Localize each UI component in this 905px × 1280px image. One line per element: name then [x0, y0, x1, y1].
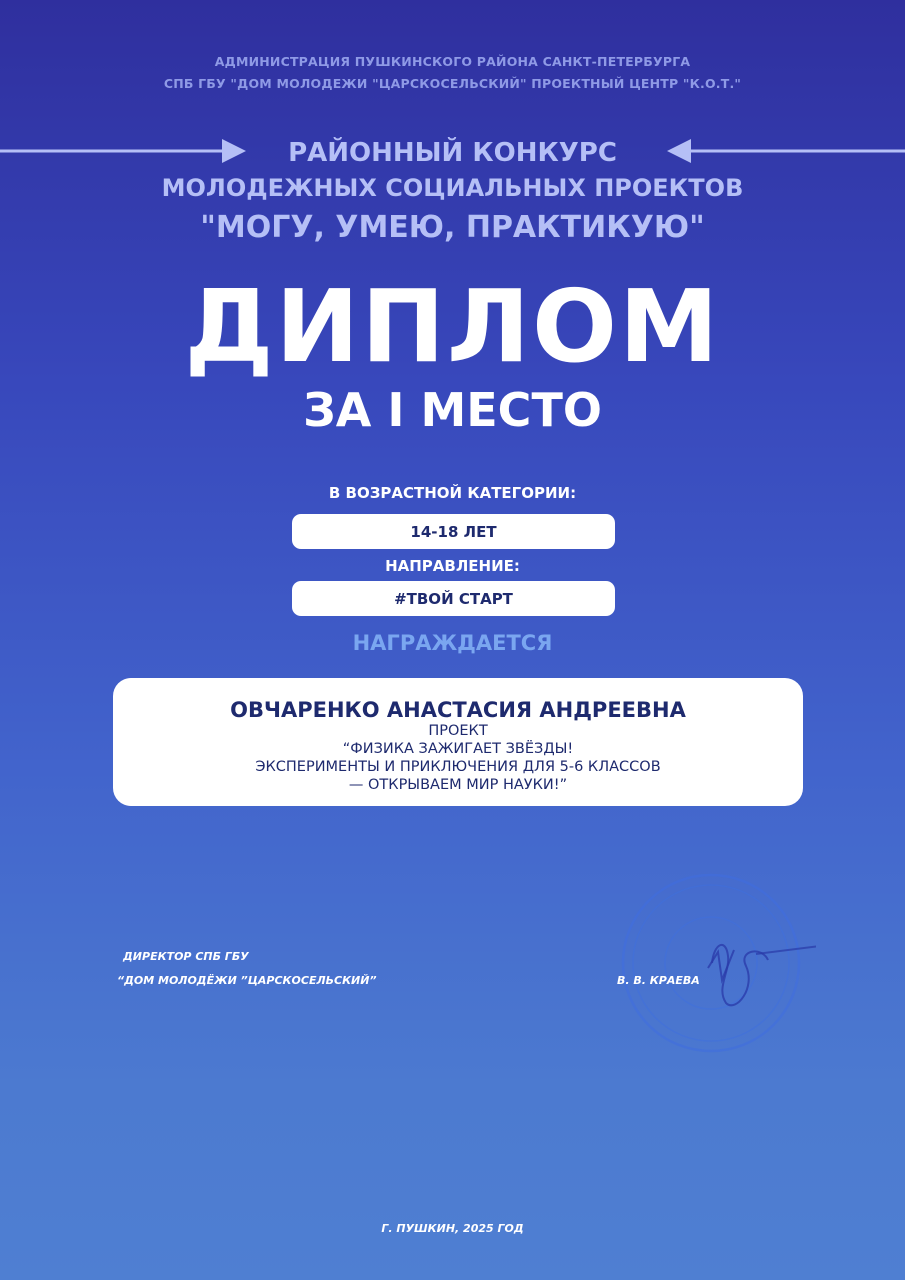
project-label: ПРОЕКТ — [428, 723, 488, 739]
footer-place-year: Г. ПУШКИН, 2025 ГОД — [381, 1222, 524, 1235]
signer-position-line-2: “ДОМ МОЛОДЁЖИ ”ЦАРСКОСЕЛЬСКИЙ” — [117, 974, 377, 987]
org-line-1: АДМИНИСТРАЦИЯ ПУШКИНСКОГО РАЙОНА САНКТ-ПЕТЕРБУРГА — [214, 54, 691, 69]
signer-position-line-1: ДИРЕКТОР СПБ ГБУ — [123, 950, 249, 963]
project-line-3: — ОТКРЫВАЕМ МИР НАУКИ!” — [348, 777, 568, 793]
diploma-title: ДИПЛОМ — [184, 268, 721, 385]
category-value: 14-18 ЛЕТ — [292, 514, 615, 549]
project-line-1: “ФИЗИКА ЗАЖИГАЕТ ЗВЁЗДЫ! — [342, 741, 574, 757]
org-line-2: СПБ ГБУ "ДОМ МОЛОДЕЖИ "ЦАРСКОСЕЛЬСКИЙ" ПРОЕКТНЫЙ ЦЕНТР "К.О.Т." — [163, 76, 742, 91]
recipient-card — [113, 678, 803, 806]
diploma-place: ЗА I МЕСТО — [303, 383, 602, 437]
contest-line-3: "МОГУ, УМЕЮ, ПРАКТИКУЮ" — [200, 210, 705, 245]
direction-label: НАПРАВЛЕНИЕ: — [385, 557, 520, 575]
official-stamp-icon — [616, 868, 816, 1068]
contest-line-1: РАЙОННЫЙ КОНКУРС — [288, 138, 617, 168]
signer-name: В. В. КРАЕВА — [617, 974, 700, 987]
contest-line-2: МОЛОДЕЖНЫХ СОЦИАЛЬНЫХ ПРОЕКТОВ — [161, 174, 744, 202]
signature-scribble-icon — [708, 944, 816, 1005]
awarded-label: НАГРАЖДАЕТСЯ — [352, 631, 553, 655]
recipient-name: ОВЧАРЕНКО АНАСТАСИЯ АНДРЕЕВНА — [230, 698, 686, 722]
project-line-2: ЭКСПЕРИМЕНТЫ И ПРИКЛЮЧЕНИЯ ДЛЯ 5-6 КЛАССОВ — [255, 759, 661, 775]
direction-value: #ТВОЙ СТАРТ — [292, 581, 615, 616]
category-label: В ВОЗРАСТНОЙ КАТЕГОРИИ: — [328, 484, 577, 502]
